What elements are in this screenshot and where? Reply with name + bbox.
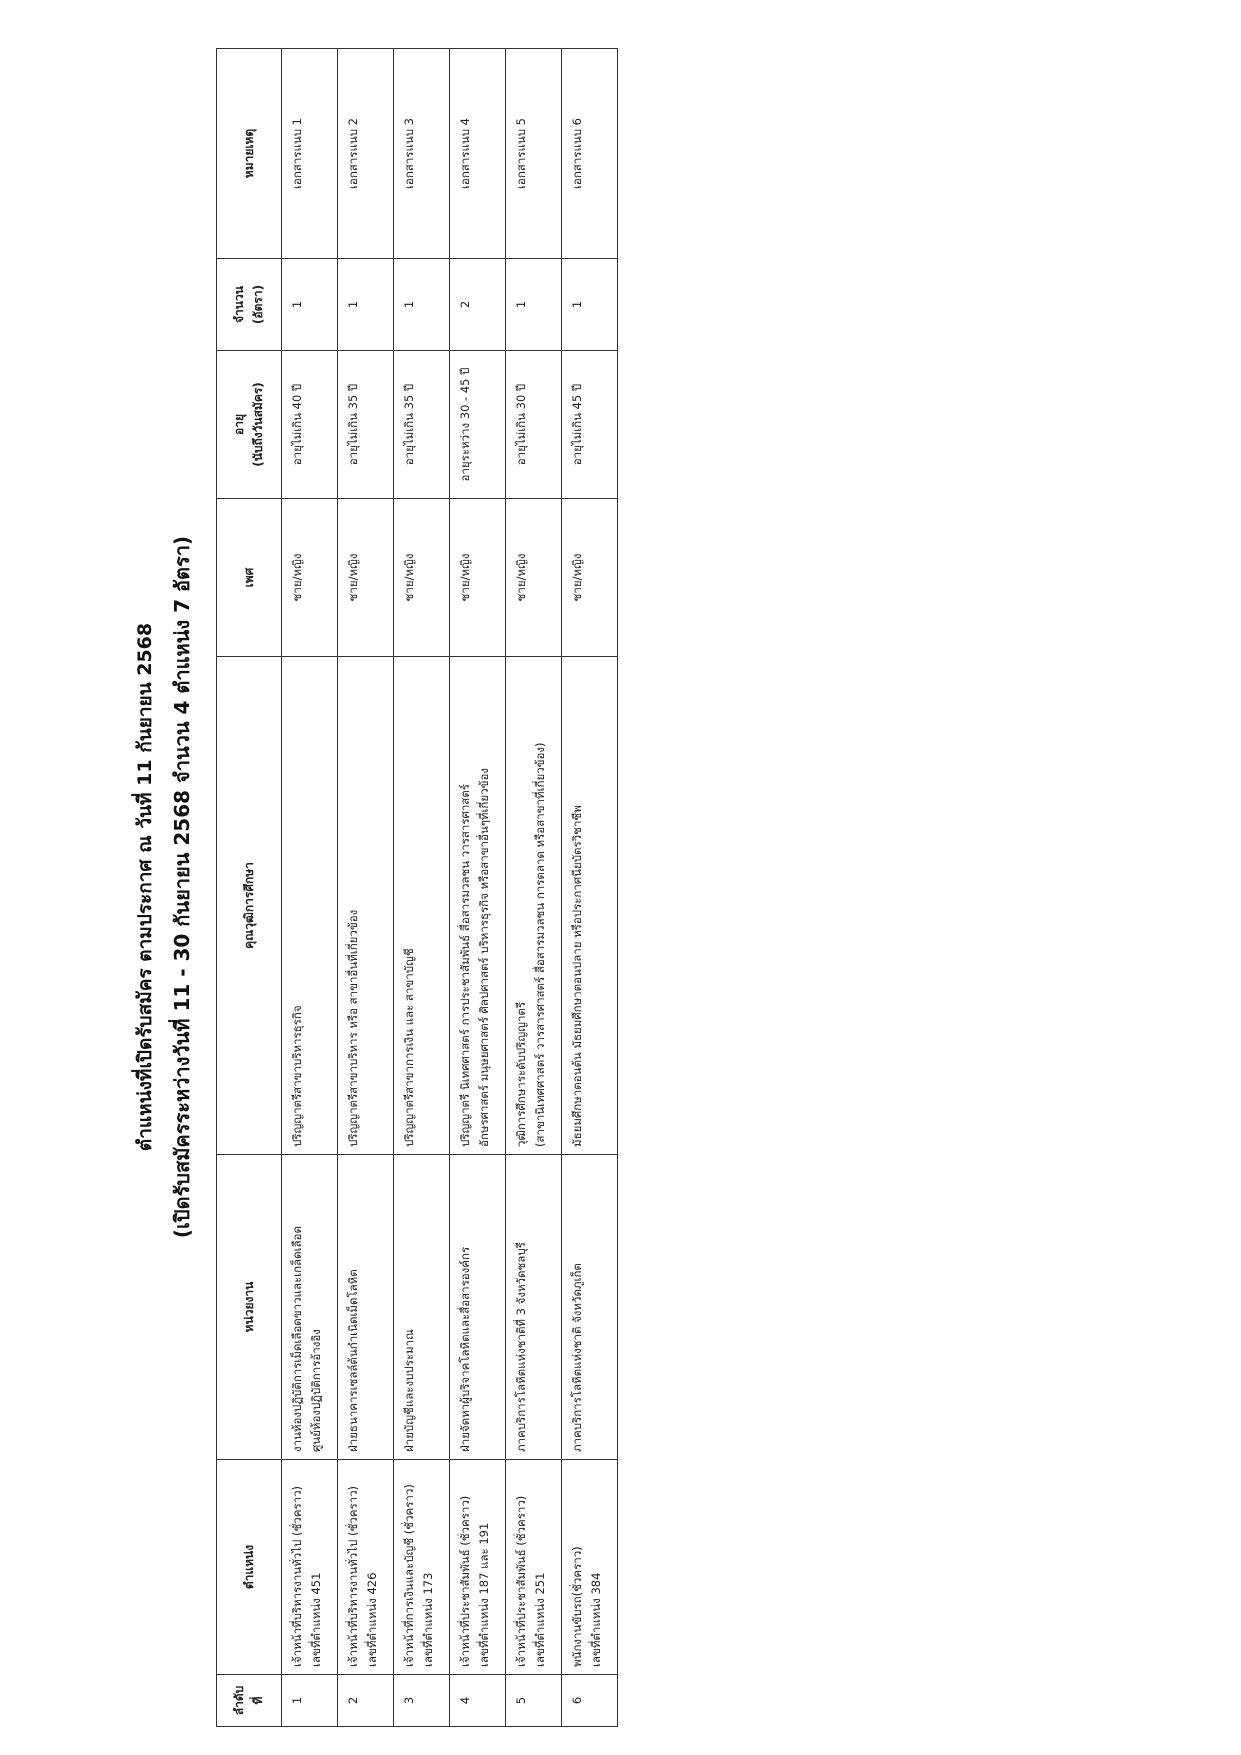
cell-gender [562,499,618,657]
cell-position-text: เลขที่ตำแหน่ง 251 [533,1572,547,1667]
cell-age-text: อายุไม่เกิน 30 ปี [514,383,528,466]
cell-age [506,351,562,499]
header-remark: หมายเหตุ [217,49,282,259]
document-subtitle: (เปิดรับสมัครระหว่างวันที่ 11 - 30 กันยายน 2568 จำนวน 4 ตำแหน่ง 7 อัตรา) [170,535,194,1239]
cell-count-text: 1 [514,300,528,309]
cell-age [450,351,506,499]
cell-position-text: พนักงานขับรถ(ชั่วคราว) [570,1546,584,1667]
cell-position-text: เลขที่ตำแหน่ง 384 [589,1572,603,1667]
cell-unit [282,1155,338,1460]
cell-count-text: 2 [458,300,472,309]
cell-age [282,351,338,499]
cell-age [394,351,450,499]
cell-gender [338,499,394,657]
cell-position [282,1460,338,1675]
table-row [450,49,506,1727]
cell-unit [562,1155,618,1460]
cell-count [450,259,506,351]
cell-no [562,1675,618,1727]
cell-age [338,351,394,499]
cell-no-text: 5 [514,1696,528,1705]
cell-no [282,1675,338,1727]
cell-no [394,1675,450,1727]
cell-remark [506,49,562,259]
cell-age [562,351,618,499]
cell-remark-text: เอกสารแนบ 4 [458,118,472,189]
cell-count-text: 1 [570,300,584,309]
cell-no [338,1675,394,1727]
cell-no-text: 1 [290,1696,304,1705]
cell-remark [562,49,618,259]
cell-position [338,1460,394,1675]
cell-no [450,1675,506,1727]
cell-no-text: 6 [570,1696,584,1705]
cell-position [450,1460,506,1675]
cell-age-text: อายุไม่เกิน 35 ปี [346,383,360,466]
cell-position-text: เจ้าหน้าที่ประชาสัมพันธ์ (ชั่วคราว) [458,1495,472,1667]
table-header-row [217,49,282,1727]
cell-position-text: เลขที่ตำแหน่ง 173 [421,1572,435,1667]
header-qualification: คุณวุฒิการศึกษา [217,657,282,1155]
cell-remark [394,49,450,259]
document-title: ตำแหน่งที่เปิดรับสมัคร ตามประกาศ ณ วันที่ 11 กันยายน 2568 [134,622,156,1152]
cell-no-text: 4 [458,1696,472,1705]
cell-remark [450,49,506,259]
cell-count-text: 1 [402,300,416,309]
cell-unit-text: ฝ่ายธนาคารเซลล์ต้นกำเนิดเม็ดโลหิต [346,1269,360,1452]
cell-position-text: เลขที่ตำแหน่ง 187 และ 191 [477,1522,491,1667]
cell-no-text: 2 [346,1696,360,1705]
header-unit: หน่วยงาน [217,1155,282,1460]
cell-qualification-text: ปริญญาตรีสาขาการเงิน และ สาขาบัญชี [402,948,416,1147]
cell-qualification [562,657,618,1155]
cell-unit-text: ศูนย์ห้องปฏิบัติการอ้างอิง [309,1329,323,1452]
cell-remark-text: เอกสารแนบ 6 [570,118,584,189]
cell-unit-text: ฝ่ายบัญชีและงบประมาณ [402,1329,416,1452]
cell-qualification [338,657,394,1155]
cell-position-text: เจ้าหน้าที่การเงินและบัญชี (ชั่วคราว) [402,1484,416,1667]
cell-gender [506,499,562,657]
cell-unit-text: ภาคบริการโลหิตแห่งชาติ จังหวัดภูเก็ต [570,1263,584,1452]
cell-age-text: อายุไม่เกิน 35 ปี [402,383,416,466]
cell-qualification-text: ปริญญาตรีสาขาบริหารธุรกิจ [290,1005,304,1147]
cell-gender-text: ชาย/หญิง [402,553,416,602]
cell-qualification [282,657,338,1155]
cell-unit [394,1155,450,1460]
cell-no-text: 3 [402,1696,416,1705]
cell-gender-text: ชาย/หญิง [570,553,584,602]
cell-qualification-text: มัธยมศึกษาตอนต้น มัธยมศึกษาตอนปลาย หรือประกาศนียบัตรวิชาชีพ [570,805,584,1147]
cell-count [282,259,338,351]
cell-gender [282,499,338,657]
cell-count [394,259,450,351]
cell-age-text: อายุไม่เกิน 45 ปี [570,383,584,466]
table-row [338,49,394,1727]
cell-qualification [450,657,506,1155]
table-row [394,49,450,1727]
cell-unit [450,1155,506,1460]
cell-remark [282,49,338,259]
header-position: ตำแหน่ง [217,1460,282,1675]
cell-position-text: เจ้าหน้าที่ประชาสัมพันธ์ (ชั่วคราว) [514,1495,528,1667]
cell-qualification-text: (สาขานิเทศศาสตร์ วารสารศาสตร์ สื่อสารมวลชน การตลาด หรือสาขาที่เกี่ยวข้อง) [533,742,547,1147]
header-count-line1: จำนวน [232,286,246,323]
cell-remark [338,49,394,259]
positions-table [216,48,618,1727]
cell-gender-text: ชาย/หญิง [346,553,360,602]
cell-qualification [394,657,450,1155]
cell-position-text: เลขที่ตำแหน่ง 451 [309,1572,323,1667]
cell-remark-text: เอกสารแนบ 5 [514,118,528,189]
header-age-line2: (นับถึงวันสมัคร) [251,382,265,467]
cell-unit-text: ภาคบริการโลหิตแห่งชาติที่ 3 จังหวัดชลบุรี [514,1242,528,1452]
cell-gender-text: ชาย/หญิง [458,553,472,602]
cell-qualification-text: อักษรศาสตร์ มนุษยศาสตร์ ศิลปศาสตร์ บริหารธุรกิจ หรือสาขาอื่นๆที่เกี่ยวข้อง [477,768,491,1147]
cell-position [506,1460,562,1675]
header-age [217,351,282,499]
cell-qualification-text: วุฒิการศึกษาระดับปริญญาตรี [514,1001,528,1147]
cell-qualification-text: ปริญญาตรีสาขาบริหาร หรือ สาขาอื่นที่เกี่ยวข้อง [346,909,360,1147]
table-body [282,49,618,1727]
table-row [506,49,562,1727]
cell-qualification-text: ปริญญาตรี นิเทศศาสตร์ การประชาสัมพันธ์ สื่อสารมวลชน วารสารศาสตร์ [458,784,472,1147]
rotated-document-page [118,32,658,1742]
cell-count [506,259,562,351]
header-count [217,259,282,351]
cell-remark-text: เอกสารแนบ 2 [346,118,360,189]
cell-qualification [506,657,562,1155]
cell-age-text: อายุไม่เกิน 40 ปี [290,383,304,466]
cell-gender [450,499,506,657]
cell-position [562,1460,618,1675]
cell-count-text: 1 [346,300,360,309]
cell-gender-text: ชาย/หญิง [290,553,304,602]
cell-position [394,1460,450,1675]
header-gender: เพศ [217,499,282,657]
cell-position-text: เจ้าหน้าที่บริหารงานทั่วไป (ชั่วคราว) [346,1485,360,1667]
table-row [282,49,338,1727]
cell-count [338,259,394,351]
cell-remark-text: เอกสารแนบ 3 [402,118,416,189]
cell-gender [394,499,450,657]
cell-unit-text: งานห้องปฏิบัติการเม็ดเลือดขาวและเกล็ดเลือด [290,1226,304,1452]
header-age-line1: อายุ [232,414,246,435]
cell-count-text: 1 [290,300,304,309]
header-count-line2: (อัตรา) [251,284,265,325]
cell-unit [506,1155,562,1460]
header-no: ลำดับที่ [217,1675,282,1727]
table-row [562,49,618,1727]
cell-position-text: เลขที่ตำแหน่ง 426 [365,1572,379,1667]
cell-remark-text: เอกสารแนบ 1 [290,118,304,189]
cell-unit-text: ฝ่ายจัดหาผู้บริจาคโลหิตและสื่อสารองค์กร [458,1246,472,1452]
cell-no [506,1675,562,1727]
cell-position-text: เจ้าหน้าที่บริหารงานทั่วไป (ชั่วคราว) [290,1485,304,1667]
cell-gender-text: ชาย/หญิง [514,553,528,602]
cell-unit [338,1155,394,1460]
cell-age-text: อายุระหว่าง 30 - 45 ปี [458,367,472,482]
cell-count [562,259,618,351]
